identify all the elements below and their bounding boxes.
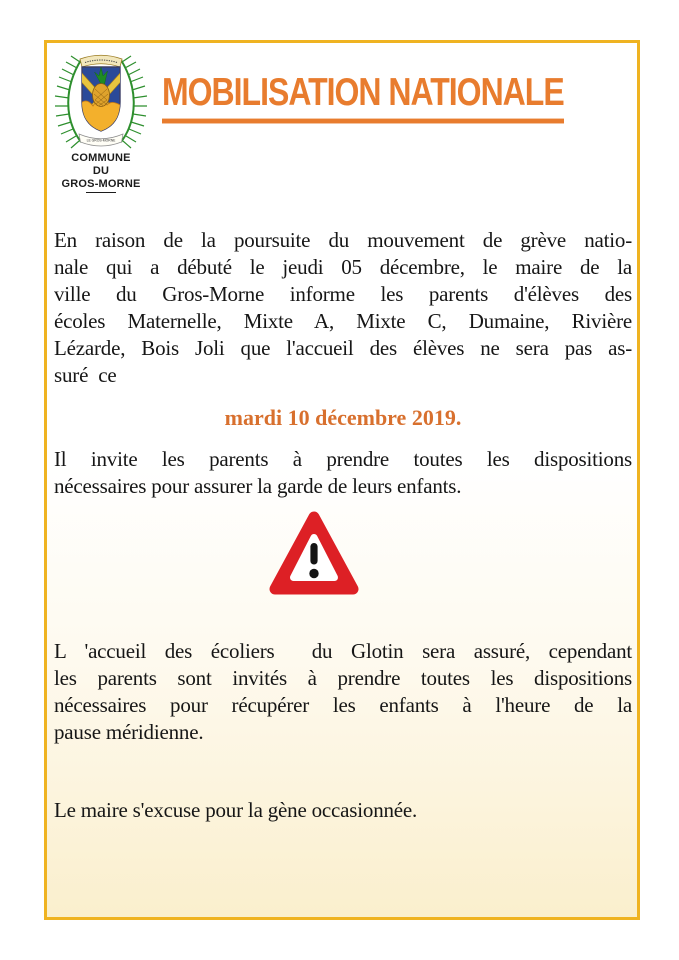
body-line: pause méridienne. [54,720,204,744]
body-line: Le maire s'excuse pour la gène occasionnée. [54,798,418,822]
instructions-paragraph [54,446,632,500]
body-line: suré ce [54,363,117,387]
body-line: nale qui a débuté le jeudi 05 décembre, le maire de la [54,255,632,279]
commune-crest [46,50,156,193]
commune-name-line-3: GROS-MORNE [61,178,141,190]
palm-frond-right [121,56,147,148]
strike-date: mardi 10 décembre 2019. [224,405,462,430]
commune-name-line-1: COMMUNE [71,152,131,164]
body-line: nécessaires pour assurer la garde de leurs enfants. [54,474,462,498]
warning-triangle-icon [268,508,360,602]
intro-paragraph [54,227,632,389]
crest-top-banner [80,55,122,67]
body-line: Il invite les parents à prendre toutes les dispositions [54,447,632,471]
crest-scroll-text: LE GROS-MORNE [86,138,116,143]
glotin-paragraph [54,638,632,746]
apology-paragraph [54,797,632,824]
commune-name-underline [86,192,116,193]
body-line: écoles Maternelle, Mixte A, Mixte C, Dumaine, Rivière [54,309,632,333]
commune-name-line-2: DU [92,165,110,177]
body-line: L 'accueil des écoliers du Glotin sera assuré, cependant [54,639,632,663]
body-line: En raison de la poursuite du mouvement de grève natio- [54,228,632,252]
crest-scroll [79,134,123,146]
commune-gros-morne-crest-icon [49,50,153,152]
body-line: nécessaires pour récupérer les enfants à l'heure de la [54,693,632,717]
body-line: Lézarde, Bois Joli que l'accueil des élèves ne sera pas as- [54,336,632,360]
body-line: ville du Gros-Morne informe les parents d'élèves des [54,282,632,306]
palm-frond-left [55,56,81,148]
page-title: MOBILISATION NATIONALE [162,71,564,123]
body-line: les parents sont invités à prendre toutes les dispositions [54,666,632,690]
pineapple-icon [93,67,110,107]
